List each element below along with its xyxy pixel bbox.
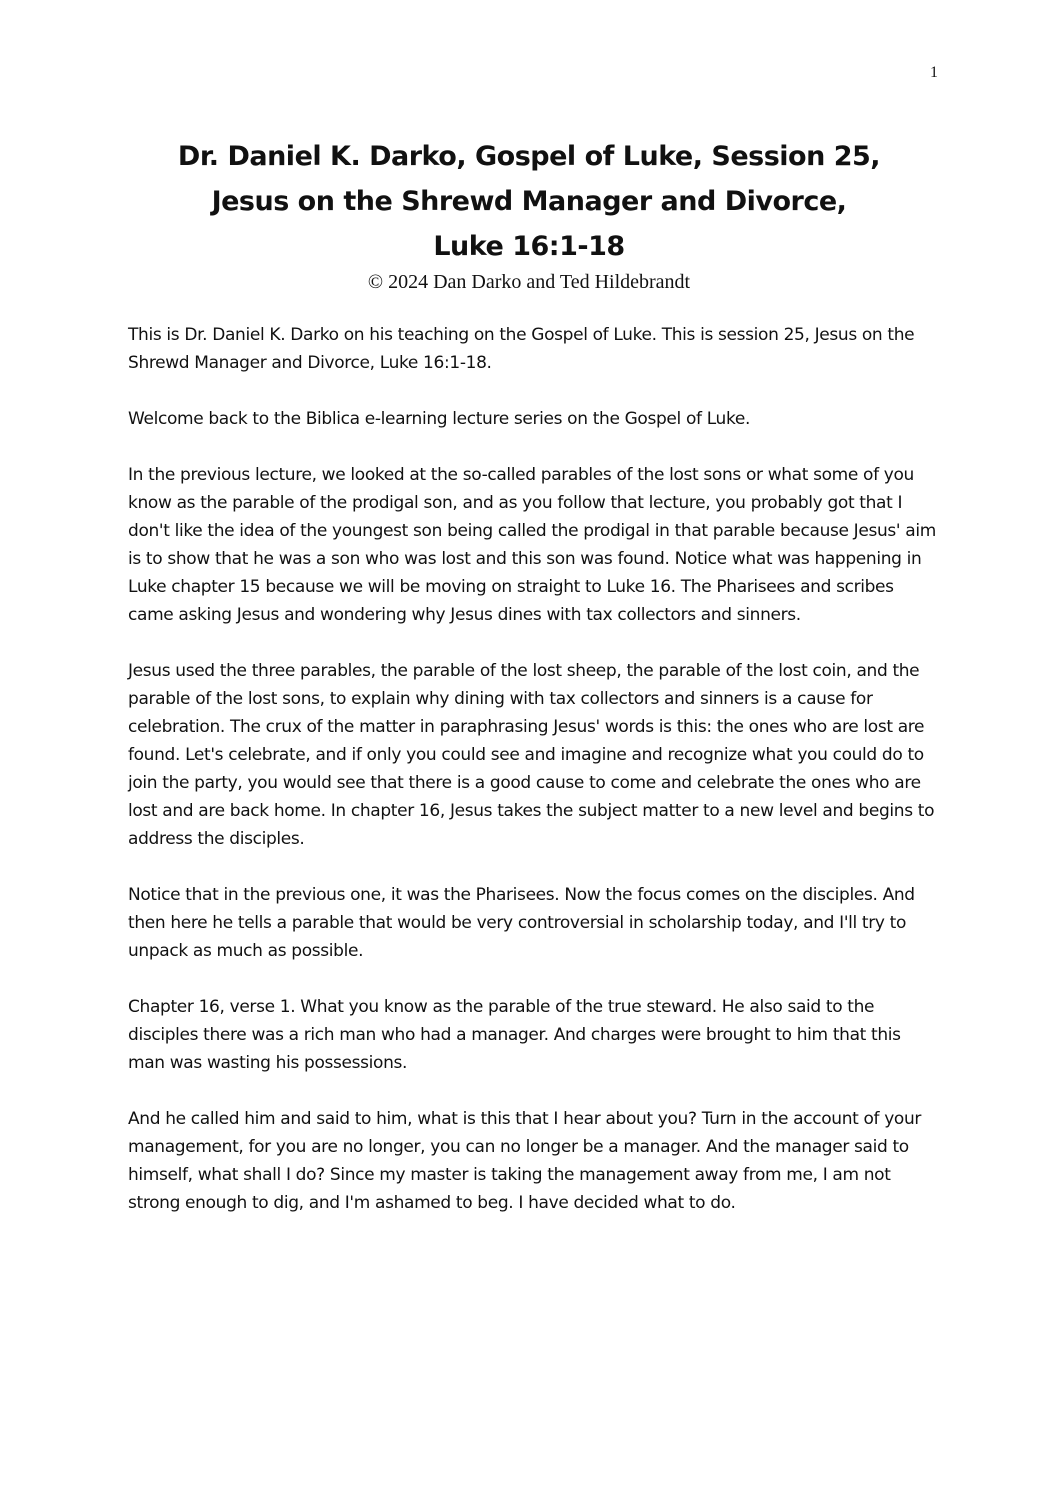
paragraph: Welcome back to the Biblica e-learning lecture series on the Gospel of Luke.: [128, 409, 751, 429]
document-title: [100, 134, 958, 269]
title-block: [100, 134, 958, 295]
title-line-2: Jesus on the Shrewd Manager and Divorce,: [211, 186, 847, 217]
paragraph: And he called him and said to him, what is this that I hear about you? Turn in the account of your management, for you are no longer, you can no longer be a manager. And the manager said to himself, what shall I do? Since my master is taking the management away from me, I am not strong enough to dig, and I'm ashamed to beg. I have decided what to do.: [128, 1109, 922, 1213]
title-line-3: Luke 16:1-18: [433, 231, 625, 262]
paragraph: Notice that in the previous one, it was the Pharisees. Now the focus comes on the disciples. And then here he tells a parable that would be very controversial in scholarship today, and I'll try to unpack as much as possible.: [128, 885, 915, 961]
title-line-1: Dr. Daniel K. Darko, Gospel of Luke, Session 25,: [177, 141, 881, 172]
paragraph: In the previous lecture, we looked at the so-called parables of the lost sons or what some of you know as the parable of the prodigal son, and as you follow that lecture, you probably got that I don't like the idea of the youngest son being called the prodigal in that parable because Jesus' aim is to show that he was a son who was lost and this son was found. Notice what was happening in Luke chapter 15 because we will be moving on straight to Luke 16. The Pharisees and scribes came asking Jesus and wondering why Jesus dines with tax collectors and sinners.: [128, 465, 936, 625]
document-body: [128, 321, 940, 1245]
copyright-line: © 2024 Dan Darko and Ted Hildebrandt: [367, 271, 691, 293]
paragraph: Chapter 16, verse 1. What you know as the parable of the true steward. He also said to the disciples there was a rich man who had a manager. And charges were brought to him that this man was wasting his possessions.: [128, 997, 901, 1073]
page-number: 1: [930, 64, 938, 81]
paragraph: Jesus used the three parables, the parable of the lost sheep, the parable of the lost coin, and the parable of the lost sons, to explain why dining with tax collectors and sinners is a cause for celebration. The crux of the matter in paraphrasing Jesus' words is this: the ones who are lost are found. Let's celebrate, and if only you could see and imagine and recognize what you could do to join the party, you would see that there is a good cause to come and celebrate the ones who are lost and are back home. In chapter 16, Jesus takes the subject matter to a new level and begins to address the disciples.: [128, 661, 935, 849]
paragraph: This is Dr. Daniel K. Darko on his teaching on the Gospel of Luke. This is session 25, Jesus on the Shrewd Manager and Divorce, Luke 16:1-18.: [128, 325, 915, 373]
